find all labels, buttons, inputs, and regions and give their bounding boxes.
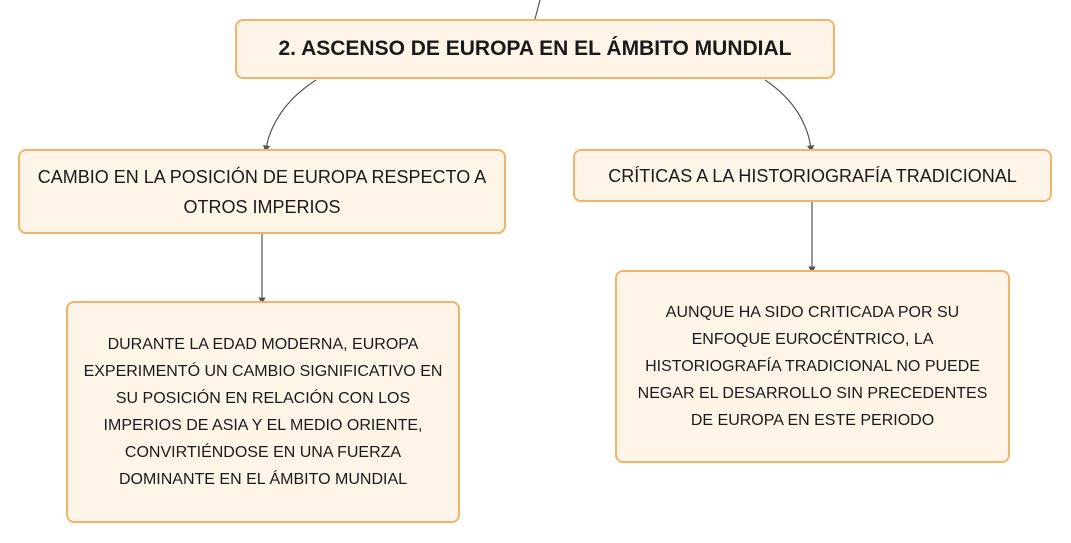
root-node[interactable] [235, 19, 835, 79]
connector-root-to-branch-right [765, 80, 811, 149]
branch-node-cambio-posicion[interactable] [18, 149, 506, 234]
root-node-title: 2. ASCENSO DE EUROPA EN EL ÁMBITO MUNDIAL [278, 37, 792, 60]
leaf-node-text: AUNQUE HA SIDO CRITICADA POR SU ENFOQUE EUROCÉNTRICO, LA HISTORIOGRAFÍA TRADICIONAL NO PUEDE NEGAR EL DESARROLLO SIN PRECEDENTES DE EUROPA EN ESTE PERIODO [637, 304, 988, 429]
connector-root-to-branch-left [266, 80, 316, 149]
leaf-node-cambio-posicion-detail[interactable] [66, 301, 460, 523]
branch-node-title: CRÍTICAS A LA HISTORIOGRAFÍA TRADICIONAL [608, 165, 1017, 186]
branch-node-criticas-historiografia[interactable] [573, 149, 1052, 202]
leaf-node-text: DURANTE LA EDAD MODERNA, EUROPA EXPERIMENTÓ UN CAMBIO SIGNIFICATIVO EN SU POSICIÓN EN RELACIÓN CON LOS IMPERIOS DE ASIA Y EL MEDIO ORIENTE, CONVIRTIÉNDOSE EN UNA FUERZA DOMINANTE EN EL ÁMBITO MUNDIAL [83, 336, 443, 488]
leaf-node-criticas-detail[interactable] [615, 270, 1010, 463]
connector-parent-to-root [535, 0, 540, 19]
branch-node-title: CAMBIO EN LA POSICIÓN DE EUROPA RESPECTO A OTROS IMPERIOS [37, 166, 487, 217]
